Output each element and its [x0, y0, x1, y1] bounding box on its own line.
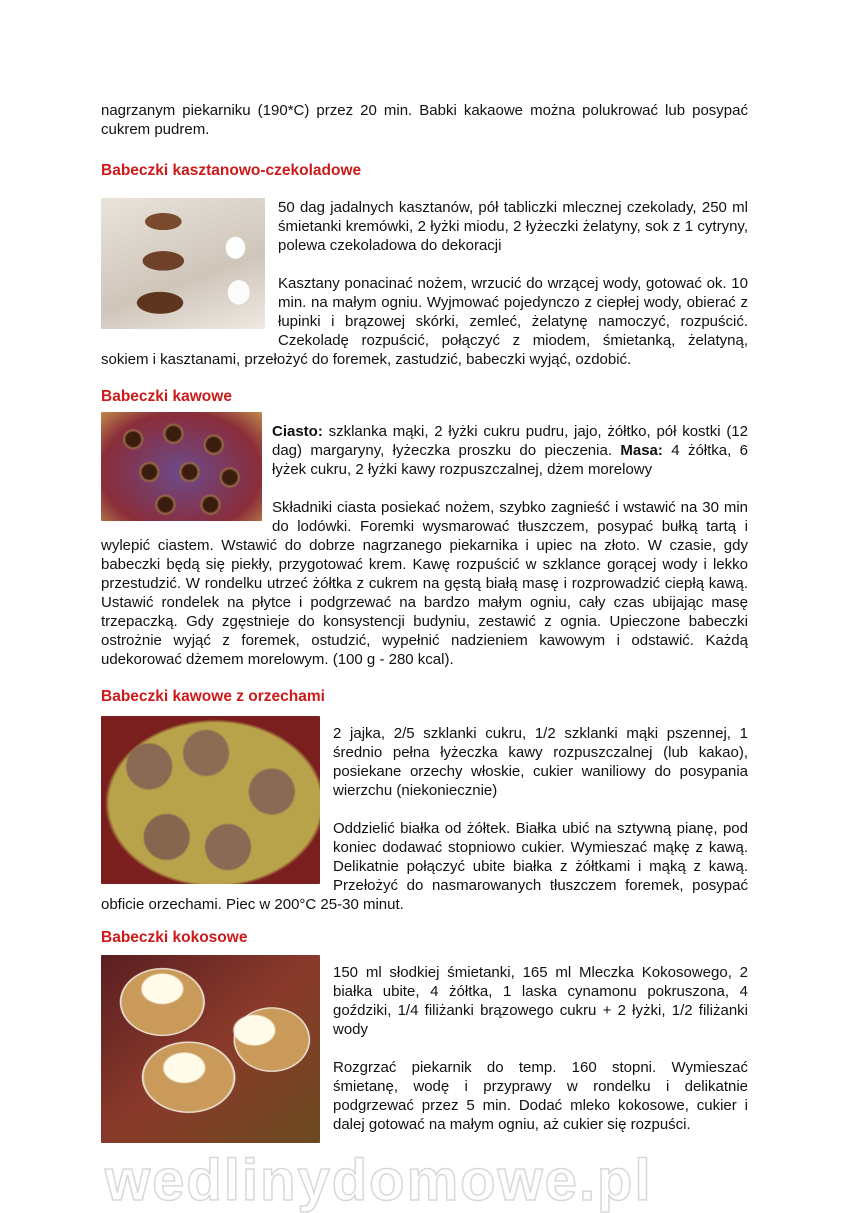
ingredients-ciasto: szklanka mąki, 2 łyżki cukru pudru, jajo, żółtko, pół kostki (12 dag) margaryny, łyżeczka proszku do pieczenia. [272, 423, 748, 459]
walnut-coffee-cupcakes-photo [101, 716, 320, 884]
recipe-kokosowe [101, 955, 748, 1147]
recipe-title-kawowe: Babeczki kawowe [101, 388, 232, 405]
recipe-title-orzechami: Babeczki kawowe z orzechami [101, 688, 325, 705]
label-ciasto: Ciasto: [272, 423, 323, 440]
recipe-title-kasztanowo: Babeczki kasztanowo-czekoladowe [101, 162, 362, 179]
coffee-tartlets-photo [101, 412, 262, 521]
label-masa: Masa: [620, 442, 663, 459]
recipe-orzechami [101, 716, 748, 914]
recipe-ingredients: 50 dag jadalnych kasztanów, pół tabliczki mlecznej czekolady, 250 ml śmietanki kremówki, 2 łyżki miodu, 2 łyżeczki żelatyny, sok z 1 cytryny, polewa czekoladowa do dekoracji [278, 199, 748, 254]
recipe-method: Składniki ciasta posiekać nożem, szybko zagnieść i wstawić na 30 min do lodówki. Foremki wysmarować tłuszczem, posypać bułką tartą i wylepić ciastem. Wstawić do dobrze nagrzanego piekarnika i upiec na złoto. W czasie, gdy babeczki będą się piekły, przygotować krem. Kawę rozpuścić w szklance gorącej wody i lekko przestudzić. W rondelku utrzeć żółtka z cukrem na gęstą białą masę i rozprowadzić ciepłą kawą. Ustawić rondelek na płytce i podgrzewać na bardzo małym ogniu, cały czas ubijając masę trzepaczką. Gdy zgęstnieje do konsystencji budyniu, zestawić z ognia. Upieczone babeczki ostrożnie wyjąć z foremek, ostudzić, wypełnić nadzieniem kawowym i odstawić. Każdą udekorować dżemem morelowym. (100 g - 280 kcal). [101, 499, 748, 668]
recipe-ingredients: 150 ml słodkiej śmietanki, 165 ml Mleczka Kokosowego, 2 białka ubite, 4 żółtka, 1 laska cynamonu pokruszona, 4 goździki, 1/4 filiżanki brązowego cukru + 2 łyżki, 1/2 filiżanki wody [333, 964, 748, 1038]
intro-text-block [101, 101, 748, 139]
recipe-title-kokosowe: Babeczki kokosowe [101, 929, 248, 946]
recipe-method: Oddzielić białka od żółtek. Białka ubić na sztywną pianę, pod koniec dodawać stopniowo cukier. Wymieszać mąkę z kawą. Delikatnie połączyć ubite białka z żółtkami i mąką z kawą. Przełożyć do nasmarowanych tłuszczem foremek, posypać obficie orzechami. Piec w 200°C 25-30 minut. [101, 820, 748, 913]
watermark: wedlinydomowe.pl [105, 1148, 653, 1213]
intro-paragraph: nagrzanym piekarniku (190*C) przez 20 min. Babki kakaowe można polukrować lub posypać cukrem pudrem. [101, 102, 748, 138]
recipe-method: Kasztany ponacinać nożem, wrzucić do wrzącej wody, gotować ok. 10 min. na małym ogniu. Wyjmować pojedynczo z ciepłej wody, obierać z łupinki i brązowej skórki, zemleć, żelatynę namoczyć, rozpuścić. Czekoladę rozpuścić, połączyć z miodem, śmietanką, żelatyną, sokiem i kasztanami, przełożyć do foremek, zastudzić, babeczki wyjąć, ozdobić. [101, 275, 748, 368]
ingredients-masa: 4 żółtka, 6 łyżek cukru, 2 łyżki kawy rozpuszczalnej, dżem morelowy [272, 442, 749, 478]
recipe-method: Rozgrzać piekarnik do temp. 160 stopni. Wymieszać śmietanę, wodę i przyprawy w rondelku i delikatnie podgrzewać przez 5 min. Dodać mleko kokosowe, cukier i dalej gotować na małym ogniu, aż cukier się rozpuści. [333, 1059, 748, 1133]
recipe-ingredients: 2 jajka, 2/5 szklanki cukru, 1/2 szklanki mąki pszennej, 1 średnio pełna łyżeczka kawy rozpuszczalnej (lub kakao), posiekane orzechy włoskie, cukier waniliowy do posypania wierzchu (niekoniecznie) [333, 725, 748, 799]
recipe-kasztanowo [101, 198, 748, 369]
chestnut-chocolate-cupcakes-photo [101, 198, 265, 329]
coconut-custard-cups-photo [101, 955, 320, 1143]
recipe-kawowe [101, 412, 748, 669]
